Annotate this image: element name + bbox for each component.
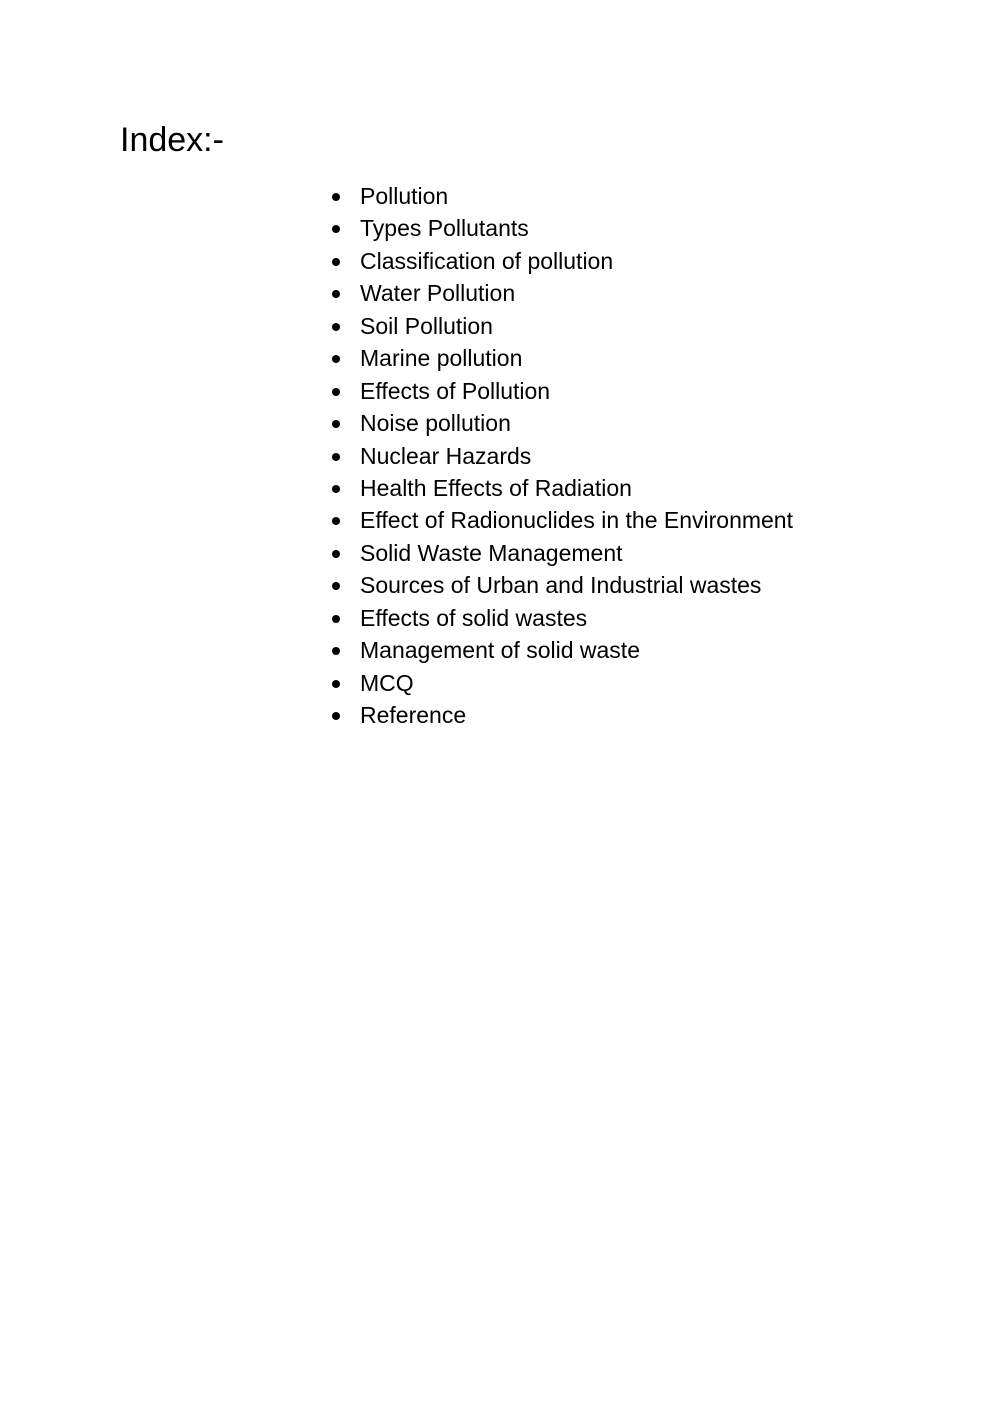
index-item-label: Noise pollution bbox=[360, 410, 511, 437]
index-item bbox=[328, 407, 793, 439]
bullet-icon bbox=[332, 323, 340, 331]
index-item bbox=[328, 569, 793, 601]
bullet-icon bbox=[332, 615, 340, 623]
index-item bbox=[328, 472, 793, 504]
index-item bbox=[328, 667, 793, 699]
bullet-icon bbox=[332, 355, 340, 363]
index-list bbox=[328, 180, 793, 731]
bullet-icon bbox=[332, 258, 340, 266]
bullet-icon bbox=[332, 225, 340, 233]
index-item-label: Pollution bbox=[360, 183, 449, 209]
index-item-label: Soil Pollution bbox=[360, 312, 493, 339]
index-item-label: Effects of Pollution bbox=[360, 377, 551, 404]
index-item bbox=[328, 699, 793, 731]
bullet-icon bbox=[332, 712, 340, 720]
bullet-icon bbox=[332, 582, 340, 590]
index-item bbox=[328, 180, 793, 212]
index-item-label: Marine pollution bbox=[360, 345, 523, 372]
index-item-label: Classification of pollution bbox=[360, 247, 614, 274]
bullet-icon bbox=[332, 680, 340, 688]
bullet-icon bbox=[332, 388, 340, 396]
index-item bbox=[328, 602, 793, 634]
index-item bbox=[328, 537, 793, 569]
index-item-label: Types Pollutants bbox=[360, 215, 529, 242]
index-item bbox=[328, 440, 793, 472]
bullet-icon bbox=[332, 193, 340, 201]
bullet-icon bbox=[332, 420, 340, 428]
index-item bbox=[328, 342, 793, 374]
index-item bbox=[328, 245, 793, 277]
index-item-label: Water Pollution bbox=[360, 280, 516, 307]
index-item bbox=[328, 212, 793, 244]
page-title: Index:- bbox=[120, 121, 224, 159]
index-item bbox=[328, 504, 793, 536]
index-item bbox=[328, 375, 793, 407]
index-item-label: Effect of Radionuclides in the Environment bbox=[360, 507, 793, 534]
index-item-label: Sources of Urban and Industrial wastes bbox=[360, 572, 762, 599]
bullet-icon bbox=[332, 647, 340, 655]
bullet-icon bbox=[332, 517, 340, 525]
index-item-label: Solid Waste Management bbox=[360, 539, 623, 566]
bullet-icon bbox=[332, 550, 340, 558]
index-item-label: Management of solid waste bbox=[360, 637, 640, 664]
index-item-label: Reference bbox=[360, 702, 467, 728]
index-item bbox=[328, 277, 793, 309]
index-item bbox=[328, 310, 793, 342]
index-item-label: Nuclear Hazards bbox=[360, 442, 532, 469]
bullet-icon bbox=[332, 290, 340, 298]
index-item-label: Effects of solid wastes bbox=[360, 604, 588, 631]
bullet-icon bbox=[332, 453, 340, 461]
index-item bbox=[328, 634, 793, 666]
index-item-label: MCQ bbox=[360, 669, 414, 696]
index-item-label: Health Effects of Radiation bbox=[360, 474, 632, 501]
bullet-icon bbox=[332, 485, 340, 493]
